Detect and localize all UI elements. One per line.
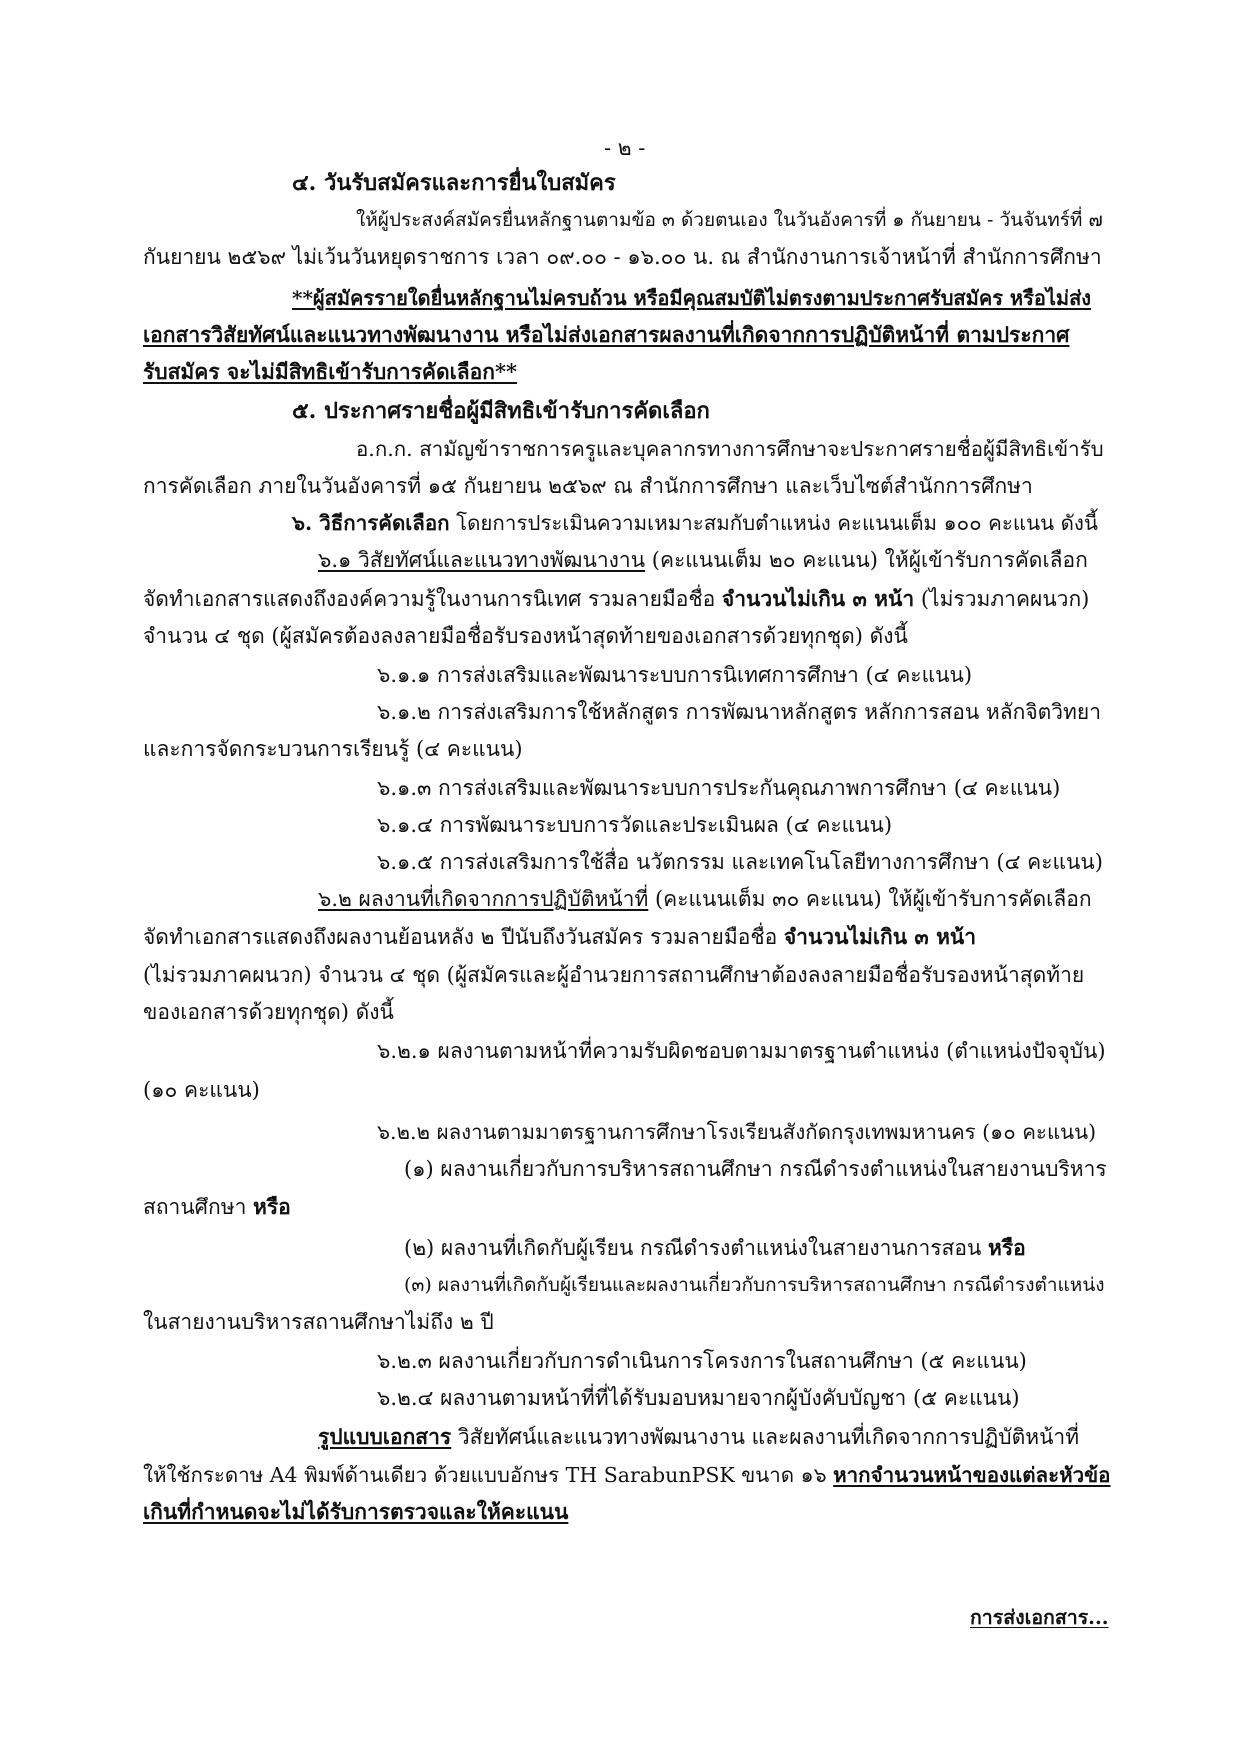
section-6-2-line-2 [143, 922, 976, 952]
item-6-1-2-line-1: ๖.๑.๒ การส่งเสริมการใช้หลักสูตร การพัฒนาหลักสูตร หลักการสอน หลักจิตวิทยา [377, 700, 1101, 724]
item-6-2-2-sub-1-text: สถานศึกษา [143, 1195, 254, 1219]
format-line-2 [143, 1460, 1110, 1490]
section-4-warning-line-3: รับสมัคร จะไม่มีสิทธิเข้ารับการคัดเลือก** [143, 359, 517, 384]
section-5-paragraph-line-2: การคัดเลือก ภายในวันอังคารที่ ๑๕ กันยายน ๒๕๖๙ ณ สำนักการศึกษา และเว็บไซต์สำนักการศึกษา [143, 474, 1033, 498]
format-line-2-warning: หากจำนวนหน้าของแต่ละหัวข้อ [833, 1463, 1111, 1487]
next-page-continuation: การส่งเอกสาร... [970, 1606, 1109, 1629]
item-6-2-2-sub-1-line-2 [143, 1192, 291, 1222]
item-6-2-1-line-1: ๖.๒.๑ ผลงานตามหน้าที่ความรับผิดชอบตามมาตรฐานตำแหน่ง (ตำแหน่งปัจจุบัน) [377, 1039, 1106, 1063]
item-6-2-2-sub-1-or: หรือ [253, 1194, 291, 1219]
section-6-2-title-underlined: ๖.๒ ผลงานที่เกิดจากการปฏิบัติหน้าที่ [318, 887, 649, 911]
section-4-warning-line-1: **ผู้สมัครรายใดยื่นหลักฐานไม่ครบถ้วน หรือมีคุณสมบัติไม่ตรงตามประกาศรับสมัคร หรือไม่ส่ง [292, 286, 1092, 310]
section-6-2-line-2-text: จัดทำเอกสารแสดงถึงผลงานย้อนหลัง ๒ ปีนับถึงวันสมัคร รวมลายมือชื่อ [143, 925, 784, 949]
format-line-1-rest: วิสัยทัศน์และแนวทางพัฒนางาน และผลงานที่เกิดจากการปฏิบัติหน้าที่ [451, 1425, 1080, 1449]
section-4-paragraph-line-1: ให้ผู้ประสงค์สมัครยื่นหลักฐานตามข้อ ๓ ด้วยตนเอง ในวันอังคารที่ ๑ กันยายน - วันจันทร์ที่ ๗ [356, 209, 1103, 231]
section-6-2-title-rest: (คะแนนเต็ม ๓๐ คะแนน) ให้ผู้เข้ารับการคัดเลือก [648, 887, 1092, 911]
section-6-1-page-limit: จำนวนไม่เกิน ๓ หน้า [721, 586, 915, 611]
item-6-2-2-sub-2 [404, 1233, 1026, 1263]
item-6-1-1: ๖.๑.๑ การส่งเสริมและพัฒนาระบบการนิเทศการศึกษา (๔ คะแนน) [377, 663, 973, 687]
section-6-1-title-rest: (คะแนนเต็ม ๒๐ คะแนน) ให้ผู้เข้ารับการคัดเลือก [645, 548, 1088, 572]
section-4-paragraph-line-2: กันยายน ๒๕๖๙ ไม่เว้นวันหยุดราชการ เวลา ๐๙.๐๐ - ๑๖.๐๐ น. ณ สำนักงานการเจ้าหน้าที่ สำนักการศึกษา [143, 245, 1102, 269]
format-line-3-warning: เกินที่กำหนดจะไม่ได้รับการตรวจและให้คะแนน [143, 1499, 569, 1524]
section-4-warning-line-2: เอกสารวิสัยทัศน์และแนวทางพัฒนางาน หรือไม่ส่งเอกสารผลงานที่เกิดจากการปฏิบัติหน้าที่ ตามประกาศ [143, 322, 1070, 347]
section-6-heading-rest: โดยการประเมินความเหมาะสมกับตำแหน่ง คะแนนเต็ม ๑๐๐ คะแนน ดังนี้ [449, 511, 1098, 535]
item-6-2-2-sub-2-text: (๒) ผลงานที่เกิดกับผู้เรียน กรณีดำรงตำแหน่งในสายงานการสอน [404, 1236, 989, 1260]
format-line-1 [318, 1422, 1079, 1452]
item-6-2-2-sub-3-line-2: ในสายงานบริหารสถานศึกษาไม่ถึง ๒ ปี [143, 1310, 494, 1334]
item-6-2-4: ๖.๒.๔ ผลงานตามหน้าที่ที่ได้รับมอบหมายจากผู้บังคับบัญชา (๕ คะแนน) [377, 1386, 1020, 1410]
item-6-1-4: ๖.๑.๔ การพัฒนาระบบการวัดและประเมินผล (๔ คะแนน) [377, 813, 893, 837]
item-6-1-2-line-2: และการจัดกระบวนการเรียนรู้ (๔ คะแนน) [143, 737, 523, 761]
format-label: รูปแบบเอกสาร [318, 1424, 452, 1449]
section-6-2-line-3: (ไม่รวมภาคผนวก) จำนวน ๔ ชุด (ผู้สมัครและผู้อำนวยการสถานศึกษาต้องลงลายมือชื่อรับรองหน้าสุดท้าย [143, 963, 1085, 987]
section-6-heading [292, 508, 1098, 538]
section-6-1-line-2 [143, 584, 1089, 614]
section-6-heading-bold: ๖. วิธีการคัดเลือก [292, 511, 450, 535]
item-6-1-5: ๖.๑.๕ การส่งเสริมการใช้สื่อ นวัตกรรม และเทคโนโลยีทางการศึกษา (๔ คะแนน) [377, 850, 1103, 874]
format-line-2-text: ให้ใช้กระดาษ A4 พิมพ์ด้านเดียว ด้วยแบบอักษร TH SarabunPSK ขนาด ๑๖ [143, 1463, 834, 1487]
item-6-2-2-sub-2-or: หรือ [988, 1235, 1026, 1260]
section-5-heading: ๕. ประกาศรายชื่อผู้มีสิทธิเข้ารับการคัดเลือก [292, 398, 710, 424]
item-6-2-2-sub-3-line-1: (๓) ผลงานที่เกิดกับผู้เรียนและผลงานเกี่ยวกับการบริหารสถานศึกษา กรณีดำรงตำแหน่ง [404, 1274, 1105, 1296]
section-6-2-page-limit: จำนวนไม่เกิน ๓ หน้า [783, 924, 977, 949]
section-6-1-line-2-tail: (ไม่รวมภาคผนวก) [914, 587, 1090, 611]
section-6-2-title [318, 884, 1092, 914]
section-6-1-title [318, 545, 1088, 575]
section-6-1-line-3: จำนวน ๔ ชุด (ผู้สมัครต้องลงลายมือชื่อรับรองหน้าสุดท้ายของเอกสารด้วยทุกชุด) ดังนี้ [143, 624, 908, 648]
item-6-2-3: ๖.๒.๓ ผลงานเกี่ยวกับการดำเนินการโครงการในสถานศึกษา (๕ คะแนน) [377, 1349, 1027, 1373]
section-6-1-line-2-text: จัดทำเอกสารแสดงถึงองค์ความรู้ในงานการนิเทศ รวมลายมือชื่อ [143, 587, 722, 611]
item-6-2-1-line-2: (๑๐ คะแนน) [143, 1078, 260, 1102]
item-6-2-2-sub-1-line-1: (๑) ผลงานเกี่ยวกับการบริหารสถานศึกษา กรณีดำรงตำแหน่งในสายงานบริหาร [404, 1157, 1107, 1181]
section-5-paragraph-line-1: อ.ก.ก. สามัญข้าราชการครูและบุคลากรทางการศึกษาจะประกาศรายชื่อผู้มีสิทธิเข้ารับ [356, 437, 1104, 461]
item-6-1-3: ๖.๑.๓ การส่งเสริมและพัฒนาระบบการประกันคุณภาพการศึกษา (๔ คะแนน) [377, 776, 1061, 800]
section-6-1-title-underlined: ๖.๑ วิสัยทัศน์และแนวทางพัฒนางาน [318, 548, 646, 572]
page-number: - ๒ - [604, 136, 646, 160]
section-4-heading: ๔. วันรับสมัครและการยื่นใบสมัคร [292, 170, 616, 196]
section-6-2-line-4: ของเอกสารด้วยทุกชุด) ดังนี้ [143, 1000, 394, 1024]
item-6-2-2: ๖.๒.๒ ผลงานตามมาตรฐานการศึกษาโรงเรียนสังกัดกรุงเทพมหานคร (๑๐ คะแนน) [377, 1120, 1097, 1144]
